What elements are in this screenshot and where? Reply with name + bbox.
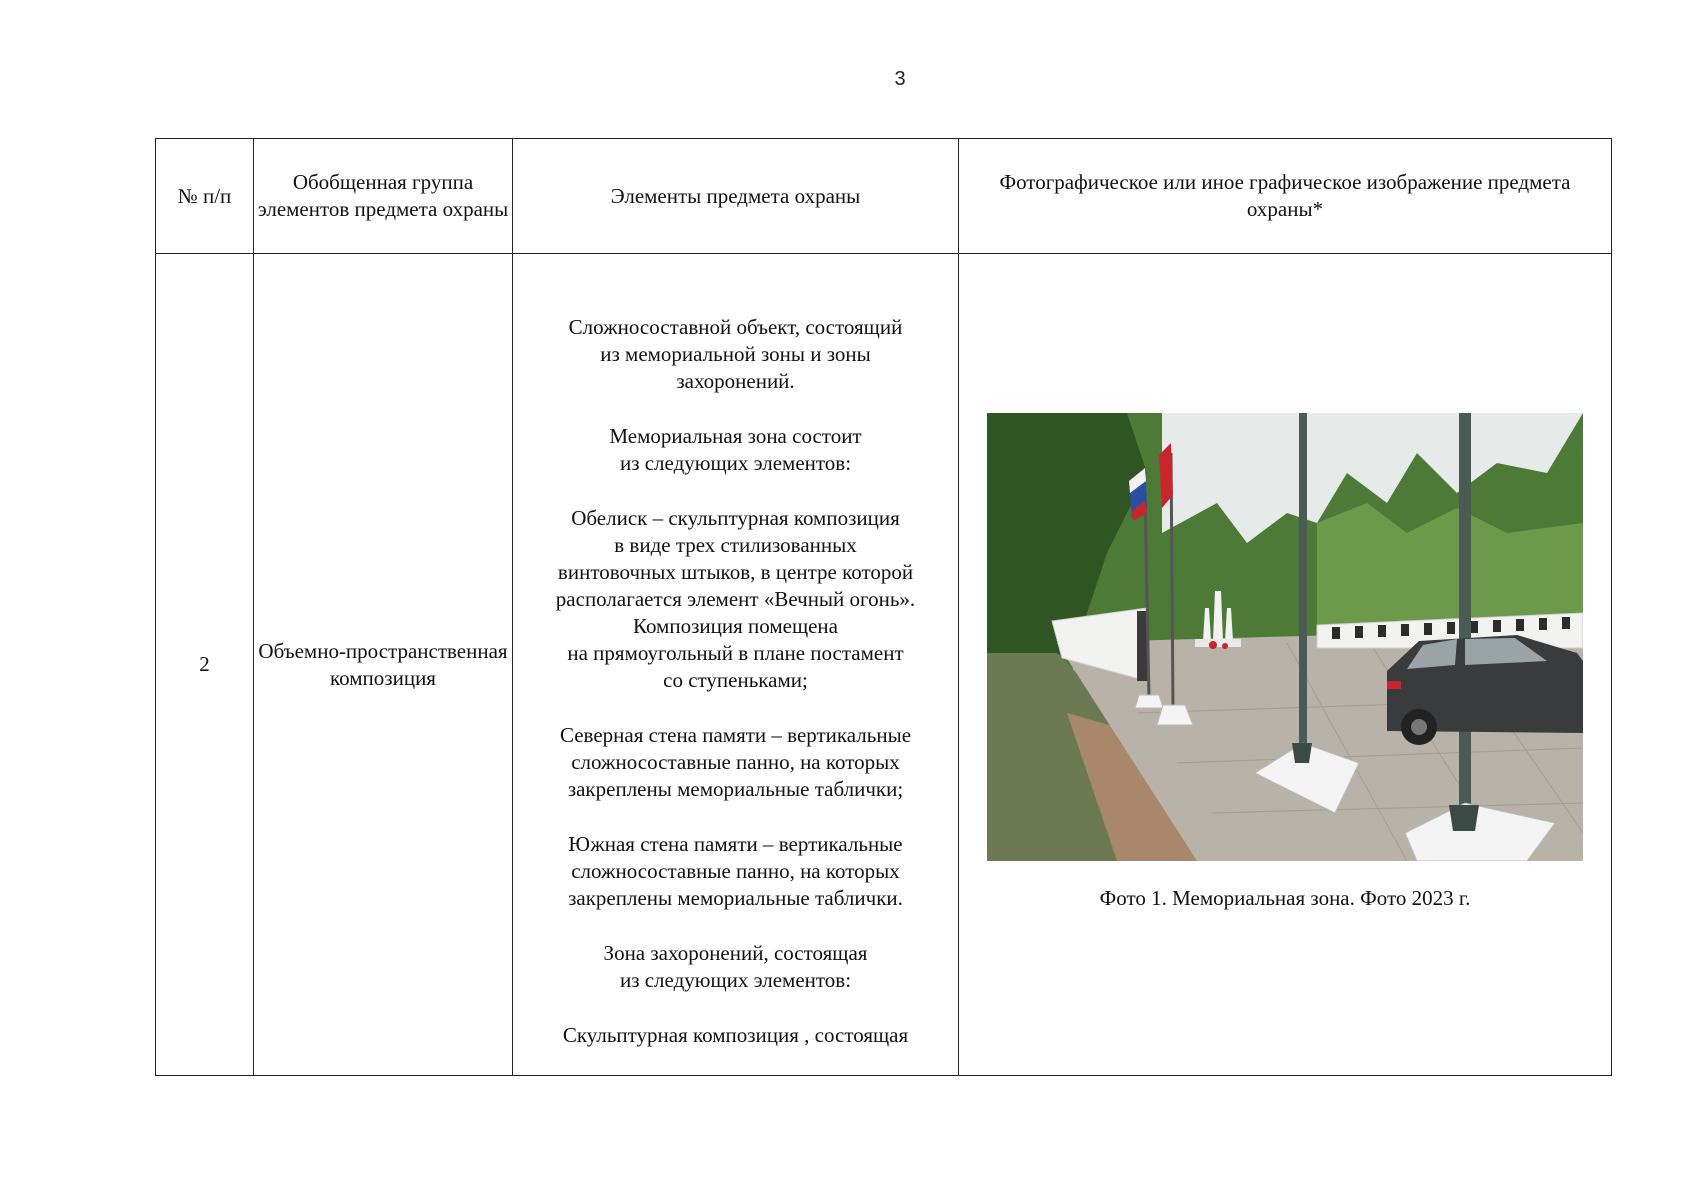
element-paragraph: Северная стена памяти – вертикальные сложносоставные панно, на которых закреплены мемориальные таблички;	[559, 723, 912, 801]
element-paragraph: Сложносоставной объект, состоящий из мемориальной зоны и зоны захоронений.	[568, 315, 903, 393]
row-group: Объемно-пространственная композиция	[254, 254, 513, 1076]
header-row	[156, 139, 1612, 254]
header-elements: Элементы предмета охраны	[513, 139, 959, 254]
element-paragraph: Зона захоронений, состоящая из следующих элементов:	[603, 941, 868, 992]
elements-list	[514, 314, 957, 1049]
memorial-photo	[987, 413, 1583, 861]
element-paragraph: Скульптурная композиция , состоящая	[562, 1023, 909, 1047]
element-paragraph: Обелиск – скульптурная композиция в виде трех стилизованных винтовочных штыков, в центре которой располагается элемент «Вечный огонь». Композиция помещена на прямоугольный в плане постамент со ступеньками;	[555, 506, 916, 692]
header-number: № п/п	[156, 139, 254, 254]
page-number: 3	[894, 68, 906, 90]
header-group: Обобщенная группа элементов предмета охраны	[254, 139, 513, 254]
table-row	[156, 254, 1612, 1076]
row-number: 2	[156, 254, 254, 1076]
header-image: Фотографическое или иное графическое изображение предмета охраны*	[959, 139, 1612, 254]
photo-caption: Фото 1. Мемориальная зона. Фото 2023 г.	[1099, 886, 1471, 910]
row-elements	[513, 254, 959, 1076]
element-paragraph: Мемориальная зона состоит из следующих элементов:	[609, 424, 862, 475]
row-image	[959, 254, 1612, 1076]
protection-table	[155, 138, 1612, 1076]
element-paragraph: Южная стена памяти – вертикальные сложносоставные панно, на которых закреплены мемориальные таблички.	[568, 832, 903, 910]
